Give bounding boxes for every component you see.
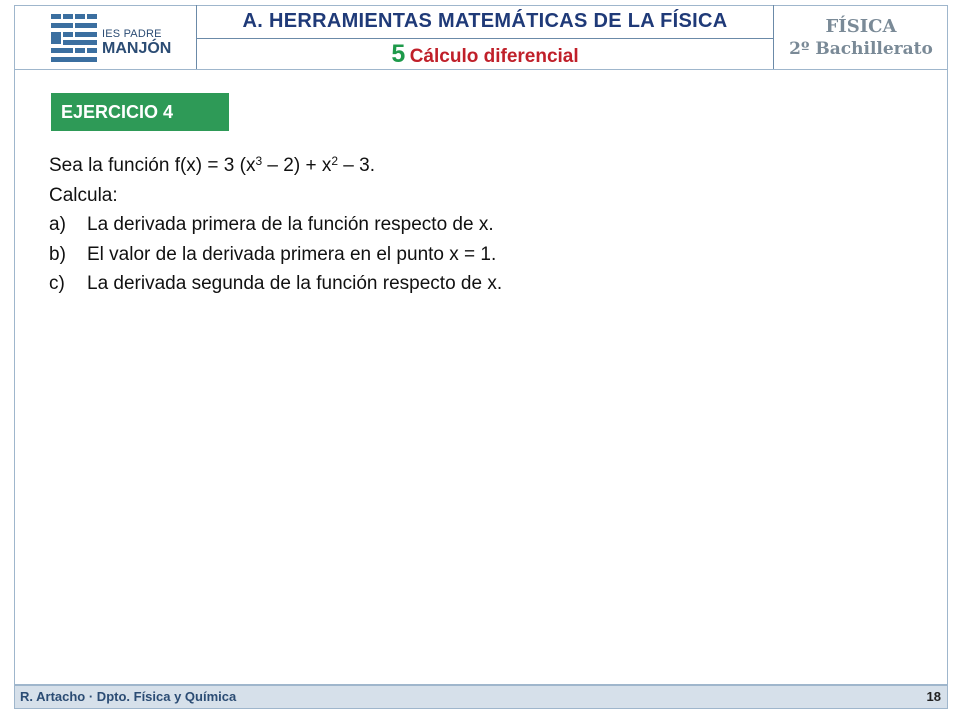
exponent-cubed: 3 xyxy=(255,154,263,168)
item-text: La derivada segunda de la función respecto de x. xyxy=(87,273,503,294)
level-label: 2º Bachillerato xyxy=(789,39,933,59)
item-text: El valor de la derivada primera en el punto x = 1. xyxy=(87,243,497,265)
section-heading xyxy=(197,39,773,69)
title-box xyxy=(196,5,774,69)
statement-after: – 3. xyxy=(338,155,375,176)
exponent-squared: 2 xyxy=(331,154,339,168)
section-title: Cálculo diferencial xyxy=(409,46,579,67)
exercise-content xyxy=(49,151,909,299)
logo-line1: IES PADRE xyxy=(102,28,162,40)
school-logo xyxy=(14,5,196,69)
question-item-c xyxy=(49,269,909,299)
course-title: A. HERRAMIENTAS MATEMÁTICAS DE LA FÍSICA xyxy=(197,5,773,39)
footer-author: R. Artacho · Dpto. Física y Química xyxy=(20,689,237,704)
question-item-b xyxy=(49,240,909,270)
item-label: a) xyxy=(49,214,66,235)
subject-box xyxy=(774,5,948,69)
question-item-a xyxy=(49,210,909,240)
exercise-badge: EJERCICIO 4 xyxy=(51,93,229,131)
logo-text xyxy=(102,29,171,57)
logo-grid-icon xyxy=(51,14,97,62)
item-text: La derivada primera de la función respecto de x. xyxy=(87,214,494,235)
item-label: c) xyxy=(49,273,65,294)
subject-label: FÍSICA xyxy=(825,16,897,37)
prompt-text: Calcula: xyxy=(49,184,118,206)
statement-before: Sea la función f(x) = 3 (x xyxy=(49,155,256,176)
item-label: b) xyxy=(49,243,66,265)
slide-header xyxy=(14,5,948,70)
function-statement xyxy=(49,151,909,181)
page-number: 18 xyxy=(926,689,941,704)
statement-middle: – 2) + x xyxy=(262,155,332,176)
logo-line2: MANJÓN xyxy=(102,40,172,57)
slide-footer xyxy=(14,685,948,709)
section-number: 5 xyxy=(391,40,406,68)
